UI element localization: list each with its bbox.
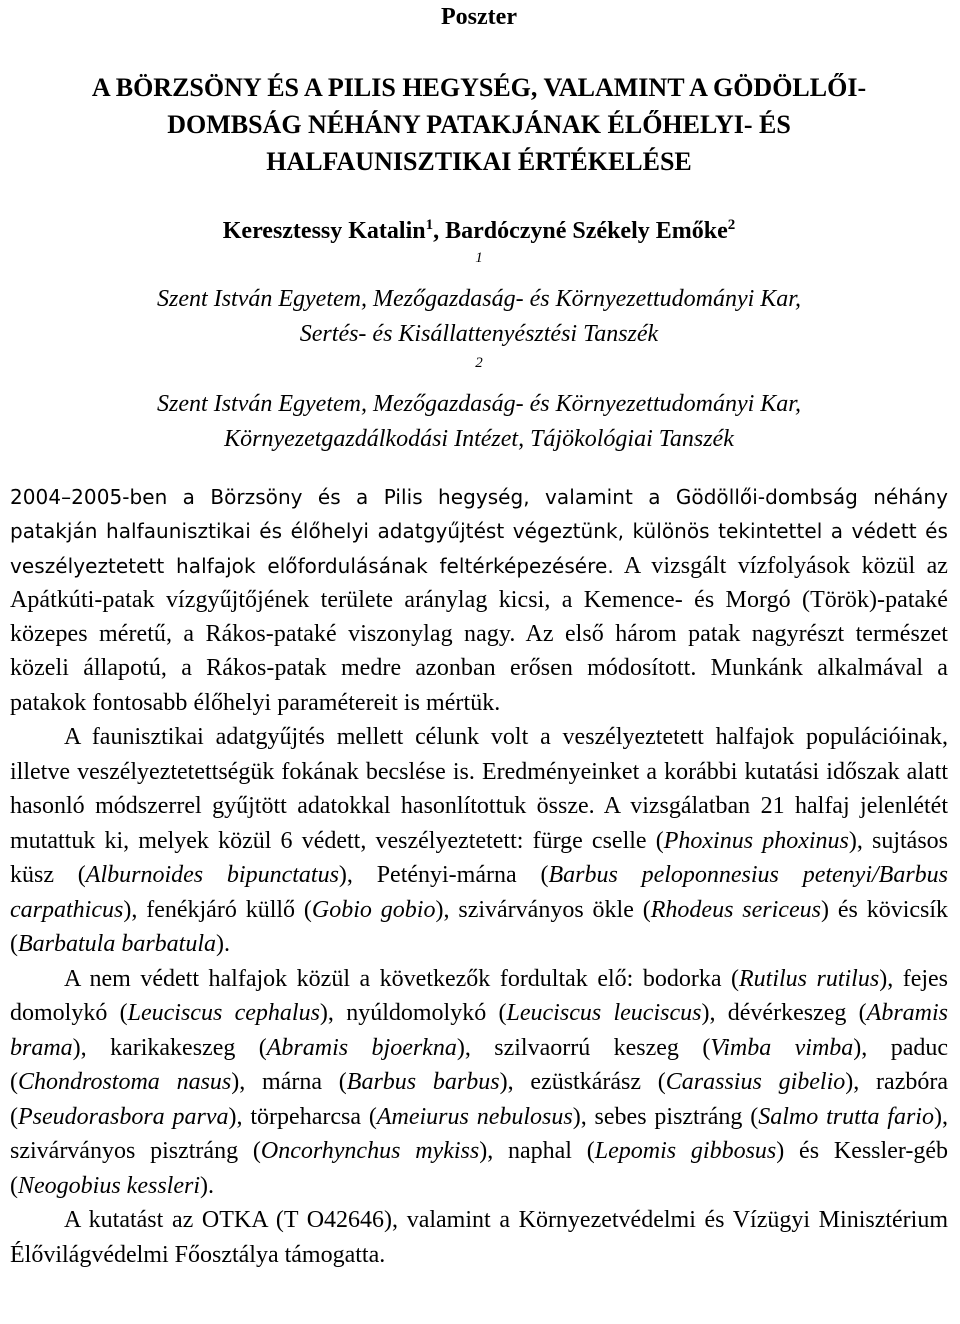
species-latin-name: Ameiurus nebulosus: [376, 1103, 573, 1130]
text-run: ), paduc (: [10, 1034, 949, 1096]
species-latin-name: Rhodeus sericeus: [650, 896, 821, 923]
text-run: ), szilvaorrú keszeg (: [456, 1034, 711, 1061]
affiliation-superscript: 2: [475, 355, 483, 371]
text-run: ), fejes domolykó (: [10, 965, 949, 1027]
authors-line: [10, 215, 948, 247]
species-latin-name: Abramis brama: [10, 1000, 949, 1061]
species-latin-name: Barbatula barbatula: [18, 931, 217, 958]
acknowledgement-paragraph: A kutatást az OTKA (T O42646), valamint a Környezetvédelmi és Vízügyi Minisztérium Élővilágvédelmi Főosztálya támogatta.: [10, 1207, 948, 1268]
title-line: DOMBSÁG NÉHÁNY PATAKJÁNAK ÉLŐHELYI- ÉS: [167, 110, 791, 139]
species-latin-name: Barbus barbus: [346, 1069, 500, 1096]
author-separator: ,: [433, 218, 446, 244]
species-latin-name: Carassius gibelio: [665, 1069, 846, 1096]
abstract-serif-text: A vizsgált vízfolyások közül az Apátkúti-patak vízgyűjtőjének területe aránylag kicsi, a Kemence- és Morgó (Török)-pataké közepes méretű, a Rákos-pataké viszonylag nagy. Az első három patak nagyrészt természet közeli állapotú, a Rákos-patak medre azonban erősen módosított. Munkánk alkalmával a patakok fontosabb élőhelyi paramétereit is mértük.: [10, 552, 948, 716]
species-latin-name: Leuciscus leuciscus: [506, 1000, 702, 1027]
text-run: ).: [216, 931, 231, 958]
text-run: ), Petényi-márna (: [338, 862, 549, 889]
species-latin-name: Rutilus rutilus: [738, 965, 880, 992]
species-latin-name: Leuciscus cephalus: [127, 1000, 320, 1027]
abstract-paragraph-2: [10, 720, 948, 962]
text-run: ), karikakeszeg (: [72, 1034, 267, 1061]
species-latin-name: Abramis bjoerkna: [266, 1034, 457, 1061]
species-latin-name: Neogobius kessleri: [18, 1172, 200, 1199]
species-latin-name: Chondrostoma nasus: [18, 1069, 232, 1096]
affiliation-line: $^2$ Szent István Egyetem, Mezőgazdaság- és Környezettudományi Kar,: [157, 355, 801, 417]
text-run: ), sujtásos küsz (: [10, 827, 949, 889]
species-latin-name: Salmo trutta fario: [758, 1103, 934, 1130]
text-run: ) és Kessler-géb (: [10, 1138, 948, 1199]
species-latin-name: Pseudorasbora parva: [18, 1103, 229, 1130]
abstract-paragraph-1: [10, 480, 948, 720]
text-run: ) és kövicsík (: [10, 896, 949, 958]
text-run: ), nyúldomolykó (: [319, 1000, 507, 1027]
text-run: ), dévérkeszeg (: [701, 1000, 867, 1027]
abstract-paragraph-3: [10, 962, 948, 1204]
text-run: A faunisztikai adatgyűjtés mellett célunk volt a veszélyeztetett halfajok populációinak, illetve veszélyeztetettségük fokának becslése is. Eredményeinket a korábbi kutatási időszak alatt hasonló módszerrel gyűjtött adatokkal hasonlítottuk össze. A vizsgálatban 21 halfaj jelenlétét mutattuk ki, melyek közül 6 védett, veszélyeztetett: fürge cselle (: [10, 724, 948, 854]
author-name: Bardóczyné Székely Emőke: [445, 218, 728, 244]
title-line: A BÖRZSÖNY ÉS A PILIS HEGYSÉG, VALAMINT A GÖDÖLLŐI-: [91, 73, 867, 102]
species-latin-name: Vimba vimba: [710, 1034, 854, 1061]
text-run: ), szivárványos pisztráng (: [10, 1103, 948, 1165]
affiliation-2: [10, 352, 948, 457]
affiliation-line: $^1$ Szent István Egyetem, Mezőgazdaság- és Környezettudományi Kar,: [157, 250, 801, 312]
text-run: ), ezüstkárász (: [499, 1069, 666, 1096]
author-superscript: 2: [727, 217, 736, 233]
title-line: HALFAUNISZTIKAI ÉRTÉKELÉSE: [266, 147, 692, 176]
text-run: A nem védett halfajok közül a következők fordultak elő: bodorka (: [64, 965, 739, 992]
affiliation-superscript: 1: [475, 250, 483, 266]
species-latin-name: Barbus peloponnesius petenyi/Barbus carpathicus: [10, 862, 948, 923]
species-latin-name: Lepomis gibbosus: [594, 1138, 777, 1165]
species-latin-name: Alburnoides bipunctatus: [85, 862, 339, 889]
affiliation-line: Sertés- és Kisállattenyésztési Tanszék: [299, 321, 659, 347]
species-latin-name: Oncorhynchus mykiss: [260, 1138, 480, 1165]
affiliation-1: [10, 247, 948, 352]
text-run: ), naphal (: [479, 1138, 595, 1165]
text-run: ), márna (: [231, 1069, 347, 1096]
author-superscript: 1: [425, 217, 434, 233]
text-run: ), szivárványos ökle (: [435, 896, 651, 923]
text-run: ), törpeharcsa (: [228, 1103, 377, 1130]
text-run: ), fenékjáró küllő (: [123, 896, 312, 923]
species-latin-name: Gobio gobio: [311, 896, 436, 923]
poster-label: Poszter: [441, 4, 517, 30]
author-name: Keresztessy Katalin: [222, 218, 426, 244]
text-run: ), sebes pisztráng (: [572, 1103, 759, 1130]
text-run: ), razbóra (: [10, 1069, 948, 1130]
species-latin-name: Phoxinus phoxinus: [663, 827, 849, 854]
abstract-sans-text: 2004–2005-ben a Börzsöny és a Pilis hegység, valamint a Gödöllői-dombság néhány patakján halfaunisztikai és élőhelyi adatgyűjtést végeztünk, különös tekintettel a védett és veszélyeztetett halfajok előfordulásának feltérképezésére.: [10, 485, 948, 578]
affiliation-line: Környezetgazdálkodási Intézet, Tájökológiai Tanszék: [224, 426, 734, 452]
text-run: ).: [199, 1172, 214, 1199]
document-title: [10, 69, 948, 180]
